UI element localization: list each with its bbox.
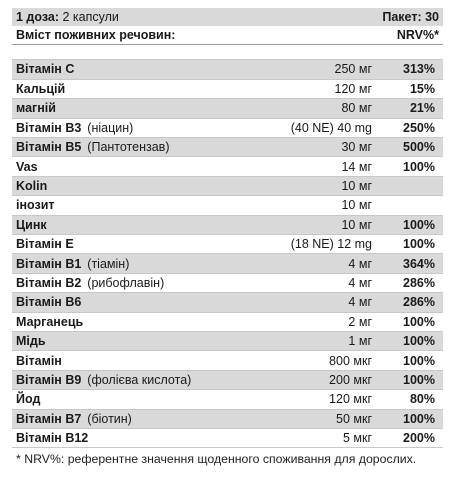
nutrient-amount: (40 NE) 40 mg xyxy=(260,118,388,137)
nutrient-nrv: 100% xyxy=(388,351,443,370)
nutrient-nrv: 15% xyxy=(388,79,443,98)
nutrient-row xyxy=(12,351,443,370)
nutrient-row xyxy=(12,409,443,428)
nutrient-amount: 10 мг xyxy=(260,196,388,215)
nutrient-amount: 2 мг xyxy=(260,312,388,331)
nutrient-nrv: 313% xyxy=(388,60,443,79)
nutrient-nrv: 100% xyxy=(388,370,443,389)
nutrient-name-cell xyxy=(12,331,260,350)
nutrient-row xyxy=(12,215,443,234)
nutrient-name: Вітамін B2 xyxy=(16,275,82,290)
pack-label: Пакет: 30 xyxy=(382,10,439,24)
nutrient-nrv: 100% xyxy=(388,157,443,176)
nutrient-amount: 80 мг xyxy=(260,99,388,118)
nutrient-nrv xyxy=(388,176,443,195)
nutrient-amount: 10 мг xyxy=(260,176,388,195)
nutrient-name-cell xyxy=(12,351,260,370)
nutrient-name: Вітамін xyxy=(16,353,62,368)
nutrient-name-cell xyxy=(12,196,260,215)
nutrient-name: Цинк xyxy=(16,217,47,232)
nutrient-name-cell xyxy=(12,428,260,447)
nutrient-name-cell xyxy=(12,235,260,254)
header-spacer xyxy=(12,45,443,60)
nutrient-amount: 30 мг xyxy=(260,138,388,157)
nutrient-nrv: 250% xyxy=(388,118,443,137)
nutrient-name: Вітамін B7 xyxy=(16,411,82,426)
nutrient-name: Вітамін B5 xyxy=(16,140,82,155)
nutrient-nrv: 200% xyxy=(388,428,443,447)
nutrient-amount: 200 мкг xyxy=(260,370,388,389)
nutrient-amount: 5 мкг xyxy=(260,428,388,447)
nrv-column-label: NRV%* xyxy=(396,28,439,42)
nutrient-nrv: 100% xyxy=(388,312,443,331)
nutrient-name-cell xyxy=(12,138,260,157)
nutrient-name: Вітамін B1 xyxy=(16,256,82,271)
nutrient-name: Вітамін E xyxy=(16,237,74,252)
nutrient-name: магній xyxy=(16,101,56,116)
nutrient-row xyxy=(12,60,443,79)
nutrient-row xyxy=(12,138,443,157)
nutrient-row xyxy=(12,312,443,331)
nutrient-row xyxy=(12,273,443,292)
nutrient-row xyxy=(12,157,443,176)
nutrient-amount: (18 NE) 12 mg xyxy=(260,235,388,254)
nutrient-name-cell xyxy=(12,273,260,292)
nutrient-nrv: 80% xyxy=(388,390,443,409)
nutrient-name: Вітамін B6 xyxy=(16,295,82,310)
nutrient-row xyxy=(12,390,443,409)
nutrient-amount: 1 мг xyxy=(260,331,388,350)
nutrient-nrv: 21% xyxy=(388,99,443,118)
nutrient-row xyxy=(12,196,443,215)
nutrient-name-cell xyxy=(12,215,260,234)
nutrient-nrv: 500% xyxy=(388,138,443,157)
nutrient-name-cell xyxy=(12,312,260,331)
nutrient-row xyxy=(12,370,443,389)
nutrient-nrv: 100% xyxy=(388,215,443,234)
nutrient-name-cell xyxy=(12,118,260,137)
nutrient-row xyxy=(12,331,443,350)
footnote: * NRV%: референтне значення щоденного споживання для дорослих. xyxy=(16,452,417,467)
nutrient-name: інозит xyxy=(16,198,55,213)
nutrient-name: Кальцій xyxy=(16,82,66,97)
content-label: Вміст поживних речовин: xyxy=(16,28,176,42)
nutrient-nrv: 364% xyxy=(388,254,443,273)
nutrient-name-cell xyxy=(12,60,260,79)
nutrient-nrv: 286% xyxy=(388,293,443,312)
nutrient-qualifier: (ніацин) xyxy=(87,120,134,135)
nutrient-name: Вітамін B9 xyxy=(16,372,82,387)
nutrient-amount: 50 мкг xyxy=(260,409,388,428)
nutrient-nrv: 100% xyxy=(388,331,443,350)
nutrient-amount: 4 мг xyxy=(260,293,388,312)
nutrient-qualifier: (рибофлавін) xyxy=(87,275,165,290)
dose-label: 1 доза: xyxy=(16,10,59,24)
nutrient-row xyxy=(12,428,443,447)
nutrient-name: Вітамін B12 xyxy=(16,431,89,446)
nutrient-amount: 800 мкг xyxy=(260,351,388,370)
nutrient-amount: 120 мг xyxy=(260,79,388,98)
nutrient-nrv: 286% xyxy=(388,273,443,292)
nutrient-name: Мідь xyxy=(16,334,46,349)
nutrient-qualifier: (тіамін) xyxy=(87,256,130,271)
nutrient-row xyxy=(12,79,443,98)
nutrient-row xyxy=(12,235,443,254)
nutrient-amount: 250 мг xyxy=(260,60,388,79)
nutrient-name-cell xyxy=(12,176,260,195)
nutrient-name-cell xyxy=(12,254,260,273)
nutrient-nrv xyxy=(388,196,443,215)
nutrient-name-cell xyxy=(12,99,260,118)
nutrient-row xyxy=(12,293,443,312)
nutrient-amount: 4 мг xyxy=(260,254,388,273)
dose-info xyxy=(16,10,119,24)
nutrient-row xyxy=(12,118,443,137)
nutrient-name: Vas xyxy=(16,159,38,174)
nutrient-name: Вітамін C xyxy=(16,62,75,77)
nutrient-nrv: 100% xyxy=(388,409,443,428)
dose-value: 2 капсули xyxy=(62,10,119,24)
nutrient-qualifier: (фолієва кислота) xyxy=(87,372,192,387)
nutrient-amount: 4 мг xyxy=(260,273,388,292)
nutrient-name-cell xyxy=(12,79,260,98)
nutrient-name: Йод xyxy=(16,392,41,407)
nutrient-name-cell xyxy=(12,409,260,428)
dose-header-row xyxy=(12,8,443,26)
nutrient-table xyxy=(12,60,443,448)
nutrient-qualifier: (Пантотензав) xyxy=(87,140,170,155)
nutrient-row xyxy=(12,99,443,118)
nutrient-amount: 14 мг xyxy=(260,157,388,176)
nutrient-amount: 10 мг xyxy=(260,215,388,234)
nutrient-name-cell xyxy=(12,370,260,389)
nutrient-name-cell xyxy=(12,390,260,409)
nutrient-row xyxy=(12,254,443,273)
nutrient-name: Вітамін B3 xyxy=(16,120,82,135)
nutrient-table-body xyxy=(12,60,443,448)
nutrient-name-cell xyxy=(12,157,260,176)
nutrient-qualifier: (біотин) xyxy=(87,411,132,426)
nutrient-nrv: 100% xyxy=(388,235,443,254)
nutrient-name-cell xyxy=(12,293,260,312)
nutrient-name: Марганець xyxy=(16,314,84,329)
nutrient-name: Kolin xyxy=(16,179,48,194)
nutrition-facts-panel xyxy=(12,8,443,466)
nutrient-amount: 120 мкг xyxy=(260,390,388,409)
nutrient-row xyxy=(12,176,443,195)
content-header-row xyxy=(12,26,443,45)
